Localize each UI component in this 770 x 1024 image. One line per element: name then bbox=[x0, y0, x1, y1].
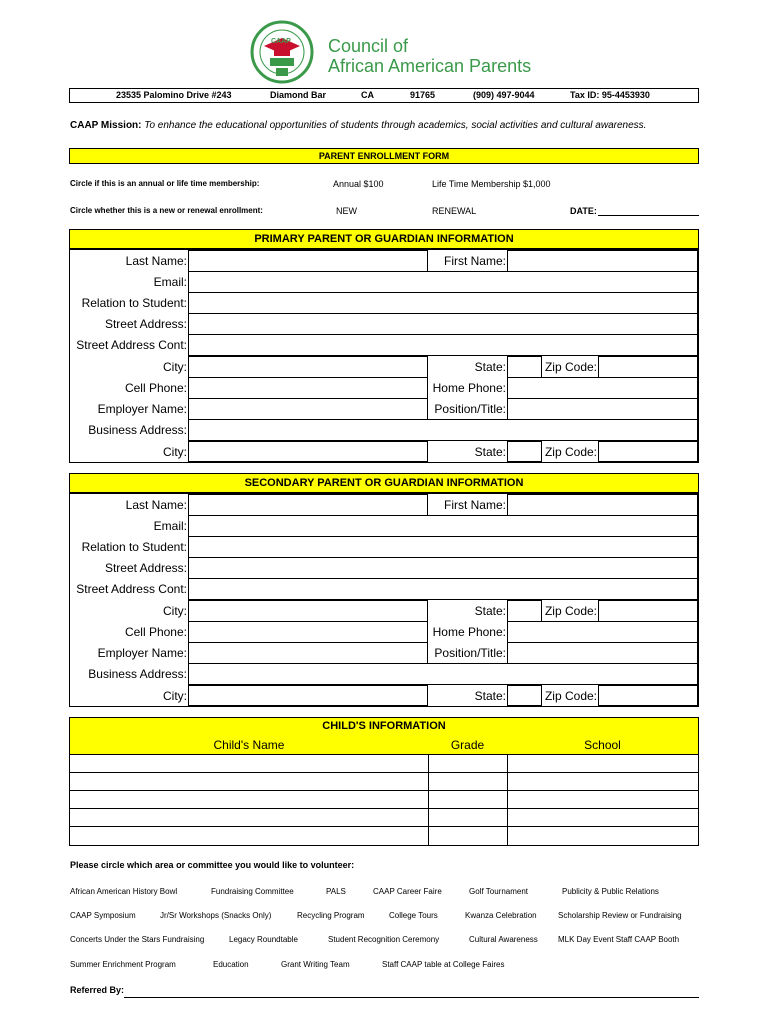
logo-line-1: Council of bbox=[328, 36, 409, 56]
enrollment-renewal-option[interactable]: RENEWAL bbox=[432, 206, 477, 216]
volunteer-option[interactable]: African American History Bowl bbox=[70, 887, 178, 896]
secondary-city-field[interactable] bbox=[188, 600, 428, 622]
primary-business-field[interactable] bbox=[188, 419, 698, 441]
secondary-street-field[interactable] bbox=[188, 557, 698, 579]
primary-first-name-field[interactable] bbox=[507, 250, 698, 272]
volunteer-option[interactable]: PALS bbox=[326, 887, 346, 896]
volunteer-option[interactable]: CAAP Symposium bbox=[70, 911, 136, 920]
child-section-title: CHILD'S INFORMATION bbox=[322, 720, 446, 732]
primary-state2-field[interactable] bbox=[507, 441, 542, 462]
secondary-street-cont-label: Street Address Cont: bbox=[76, 582, 187, 596]
volunteer-option[interactable]: Cultural Awareness bbox=[469, 935, 538, 944]
secondary-zip-label: Zip Code: bbox=[544, 604, 597, 618]
secondary-relation-label: Relation to Student: bbox=[81, 540, 187, 554]
primary-last-name-field[interactable] bbox=[188, 250, 428, 272]
volunteer-option[interactable]: Concerts Under the Stars Fundraising bbox=[70, 935, 205, 944]
address-tax-id: Tax ID: 95-4453930 bbox=[570, 90, 650, 100]
secondary-relation-field[interactable] bbox=[188, 536, 698, 558]
secondary-business-label: Business Address: bbox=[88, 667, 187, 681]
referred-by-field[interactable] bbox=[124, 997, 699, 998]
secondary-section-title: SECONDARY PARENT OR GUARDIAN INFORMATION bbox=[69, 473, 699, 493]
volunteer-option[interactable]: CAAP Career Faire bbox=[373, 887, 442, 896]
address-city: Diamond Bar bbox=[270, 90, 327, 100]
primary-city-label: City: bbox=[163, 360, 187, 374]
primary-position-field[interactable] bbox=[507, 398, 698, 420]
primary-zip-label: Zip Code: bbox=[544, 360, 597, 374]
date-label: DATE: bbox=[570, 206, 597, 216]
primary-home-label: Home Phone: bbox=[432, 381, 506, 395]
primary-zip2-field[interactable] bbox=[598, 441, 698, 462]
primary-city2-label: City: bbox=[163, 445, 187, 459]
secondary-employer-label: Employer Name: bbox=[97, 646, 187, 660]
volunteer-option[interactable]: Scholarship Review or Fundraising bbox=[558, 911, 682, 920]
secondary-cell-field[interactable] bbox=[188, 621, 428, 643]
secondary-first-name-field[interactable] bbox=[507, 494, 698, 516]
secondary-city2-label: City: bbox=[163, 689, 187, 703]
secondary-state2-label: State: bbox=[474, 689, 506, 703]
secondary-zip-field[interactable] bbox=[598, 600, 698, 622]
enrollment-prompt: Circle whether this is a new or renewal enrollment: bbox=[70, 206, 263, 215]
primary-state-label: State: bbox=[474, 360, 506, 374]
child-col-divider bbox=[428, 754, 429, 845]
secondary-email-label: Email: bbox=[153, 519, 187, 533]
volunteer-option[interactable]: Fundraising Committee bbox=[211, 887, 294, 896]
secondary-cell-label: Cell Phone: bbox=[124, 625, 187, 639]
logo-line-2: African American Parents bbox=[328, 56, 532, 76]
primary-state-field[interactable] bbox=[507, 356, 542, 378]
primary-section-title: PRIMARY PARENT OR GUARDIAN INFORMATION bbox=[69, 229, 699, 249]
secondary-street-cont-field[interactable] bbox=[188, 578, 698, 600]
child-col-divider bbox=[507, 754, 508, 845]
child-row[interactable] bbox=[70, 772, 698, 791]
secondary-last-name-label: Last Name: bbox=[125, 498, 187, 512]
mission-label: CAAP Mission: bbox=[70, 120, 142, 131]
primary-city2-field[interactable] bbox=[188, 441, 428, 462]
volunteer-prompt: Please circle which area or committee you would like to volunteer: bbox=[70, 860, 355, 870]
primary-zip2-label: Zip Code: bbox=[544, 445, 597, 459]
primary-street-field[interactable] bbox=[188, 313, 698, 335]
volunteer-option[interactable]: Publicity & Public Relations bbox=[562, 887, 659, 896]
volunteer-option[interactable]: Student Recognition Ceremony bbox=[328, 935, 440, 944]
volunteer-option[interactable]: Education bbox=[213, 960, 249, 969]
child-row[interactable] bbox=[70, 826, 698, 845]
primary-email-field[interactable] bbox=[188, 271, 698, 293]
child-row[interactable] bbox=[70, 754, 698, 773]
primary-email-label: Email: bbox=[153, 275, 187, 289]
primary-city-field[interactable] bbox=[188, 356, 428, 378]
secondary-business-field[interactable] bbox=[188, 663, 698, 685]
address-state: CA bbox=[361, 90, 374, 100]
secondary-last-name-field[interactable] bbox=[188, 494, 428, 516]
secondary-employer-field[interactable] bbox=[188, 642, 428, 664]
mission-text: To enhance the educational opportunities of students through academics, social activities and cultural awareness. bbox=[144, 120, 647, 131]
primary-position-label: Position/Title: bbox=[434, 402, 506, 416]
child-header bbox=[70, 718, 698, 755]
volunteer-option[interactable]: Jr/Sr Workshops (Snacks Only) bbox=[160, 911, 272, 920]
volunteer-option[interactable]: MLK Day Event Staff CAAP Booth bbox=[558, 935, 680, 944]
secondary-zip2-label: Zip Code: bbox=[544, 689, 597, 703]
volunteer-option[interactable]: Summer Enrichment Program bbox=[70, 960, 176, 969]
date-field[interactable] bbox=[598, 215, 699, 216]
volunteer-option[interactable]: College Tours bbox=[389, 911, 438, 920]
caap-logo bbox=[250, 20, 314, 84]
primary-cell-label: Cell Phone: bbox=[124, 381, 187, 395]
primary-zip-field[interactable] bbox=[598, 356, 698, 378]
secondary-position-field[interactable] bbox=[507, 642, 698, 664]
secondary-state2-field[interactable] bbox=[507, 685, 542, 706]
volunteer-option[interactable]: Golf Tournament bbox=[469, 887, 528, 896]
membership-annual-option[interactable]: Annual $100 bbox=[333, 179, 384, 189]
address-street: 23535 Palomino Drive #243 bbox=[116, 90, 232, 100]
secondary-guardian-section bbox=[69, 493, 699, 707]
secondary-street-label: Street Address: bbox=[104, 561, 187, 575]
secondary-city2-field[interactable] bbox=[188, 685, 428, 706]
secondary-zip2-field[interactable] bbox=[598, 685, 698, 706]
secondary-email-field[interactable] bbox=[188, 515, 698, 537]
secondary-city-label: City: bbox=[163, 604, 187, 618]
mission-statement bbox=[70, 120, 646, 131]
secondary-position-label: Position/Title: bbox=[434, 646, 506, 660]
address-zip: 91765 bbox=[410, 90, 436, 100]
primary-street-label: Street Address: bbox=[104, 317, 187, 331]
primary-street-cont-label: Street Address Cont: bbox=[76, 338, 187, 352]
primary-employer-label: Employer Name: bbox=[97, 402, 187, 416]
referred-by-label: Referred By: bbox=[70, 985, 125, 995]
primary-state2-label: State: bbox=[474, 445, 506, 459]
primary-cell-field[interactable] bbox=[188, 377, 428, 399]
volunteer-option[interactable]: Recycling Program bbox=[297, 911, 365, 920]
primary-guardian-section bbox=[69, 249, 699, 463]
secondary-first-name-label: First Name: bbox=[443, 498, 506, 512]
primary-home-field[interactable] bbox=[507, 377, 698, 399]
child-col-name: Child's Name bbox=[213, 738, 285, 752]
membership-life-option[interactable]: Life Time Membership $1,000 bbox=[432, 179, 551, 189]
volunteer-option[interactable]: Legacy Roundtable bbox=[229, 935, 298, 944]
child-row[interactable] bbox=[70, 808, 698, 827]
membership-prompt: Circle if this is an annual or life time membership: bbox=[70, 179, 260, 188]
address-bar bbox=[69, 88, 699, 103]
secondary-state-label: State: bbox=[474, 604, 506, 618]
primary-employer-field[interactable] bbox=[188, 398, 428, 420]
enrollment-new-option[interactable]: NEW bbox=[336, 206, 357, 216]
form-title: PARENT ENROLLMENT FORM bbox=[69, 148, 699, 164]
volunteer-option[interactable]: Kwanza Celebration bbox=[465, 911, 537, 920]
primary-relation-field[interactable] bbox=[188, 292, 698, 314]
address-phone: (909) 497-9044 bbox=[473, 90, 535, 100]
primary-last-name-label: Last Name: bbox=[125, 254, 187, 268]
secondary-home-label: Home Phone: bbox=[432, 625, 506, 639]
primary-street-cont-field[interactable] bbox=[188, 334, 698, 356]
child-row[interactable] bbox=[70, 790, 698, 809]
child-col-grade: Grade bbox=[450, 738, 485, 752]
secondary-home-field[interactable] bbox=[507, 621, 698, 643]
volunteer-option[interactable]: Grant Writing Team bbox=[281, 960, 350, 969]
volunteer-option[interactable]: Staff CAAP table at College Faires bbox=[382, 960, 505, 969]
primary-first-name-label: First Name: bbox=[443, 254, 506, 268]
child-col-school: School bbox=[584, 738, 621, 752]
primary-relation-label: Relation to Student: bbox=[81, 296, 187, 310]
logo-seal-text: CAAP bbox=[271, 38, 291, 45]
child-info-table bbox=[69, 717, 699, 846]
primary-business-label: Business Address: bbox=[88, 423, 187, 437]
secondary-state-field[interactable] bbox=[507, 600, 542, 622]
